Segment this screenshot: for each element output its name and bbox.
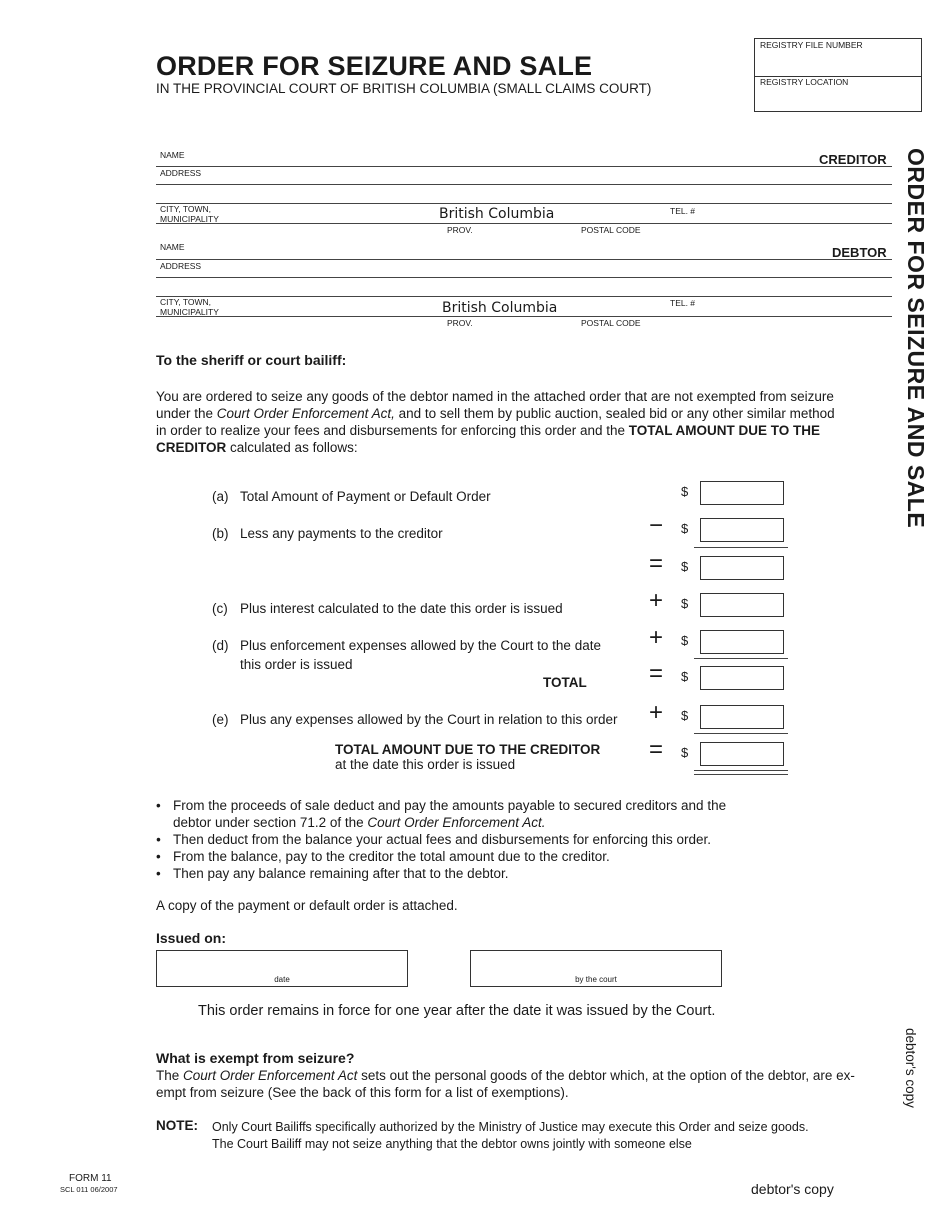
bullet-icon: • — [156, 832, 161, 847]
registry-location-label: REGISTRY LOCATION — [760, 77, 849, 87]
calc-subtotal-amount-box[interactable] — [700, 556, 784, 580]
list-item-text: From the balance, pay to the creditor the total amount due to the creditor. — [173, 849, 610, 864]
side-copy-text: debtor's copy — [903, 1028, 918, 1108]
list-item-text: From the proceeds of sale deduct and pay the amounts payable to secured creditors and the — [173, 798, 727, 813]
calc-d-label-1: Plus enforcement expenses allowed by the Court to the date — [240, 638, 601, 653]
calc-e-label: Plus any expenses allowed by the Court in relation to this order — [240, 712, 618, 727]
calc-d-letter: (d) — [212, 638, 229, 653]
side-title — [895, 148, 935, 608]
calc-subtotal-currency: $ — [681, 559, 689, 574]
plus-icon: + — [648, 587, 663, 614]
calc-e-amount-box[interactable] — [700, 705, 784, 729]
instructions-line-2 — [156, 405, 876, 422]
calc-e-currency: $ — [681, 708, 689, 723]
debtor-city-label-2: MUNICIPALITY — [160, 307, 219, 317]
instructions-heading: To the sheriff or court bailiff: — [156, 352, 347, 368]
creditor-city-line[interactable] — [156, 223, 892, 224]
subtotal-rule — [694, 547, 788, 548]
calc-d-label-2: this order is issued — [240, 657, 353, 672]
double-rule-bottom — [694, 774, 788, 775]
calc-total-currency: $ — [681, 669, 689, 684]
calc-b-letter: (b) — [212, 526, 229, 541]
grand-total-rule — [694, 733, 788, 734]
issued-court-caption: by the court — [575, 975, 617, 984]
debtor-tel-label: TEL. # — [670, 298, 696, 308]
debtor-address-label: ADDRESS — [160, 261, 202, 271]
act-name: Court Order Enforcement Act — [183, 1068, 358, 1083]
debtor-province-value: British Columbia — [442, 300, 558, 316]
creditor-prov-label: PROV. — [447, 225, 473, 235]
plus-icon: + — [648, 699, 663, 726]
note-text — [212, 1119, 809, 1153]
page-title: ORDER FOR SEIZURE AND SALE — [156, 51, 593, 81]
creditor-postal-label: POSTAL CODE — [581, 225, 641, 235]
debtor-heading: DEBTOR — [832, 245, 887, 260]
creditor-name-label: NAME — [160, 150, 185, 160]
instructions-text: and to sell them by public auction, sealed bid or any other similar method — [394, 406, 835, 421]
calc-d-currency: $ — [681, 633, 689, 648]
calc-a-letter: (a) — [212, 489, 229, 504]
bullet-icon: • — [156, 798, 161, 813]
instructions-emphasis: TOTAL AMOUNT DUE TO THE — [628, 423, 821, 438]
calc-b-currency: $ — [681, 521, 689, 536]
creditor-heading: CREDITOR — [819, 152, 887, 167]
calc-a-amount-box[interactable] — [700, 481, 784, 505]
creditor-address-label: ADDRESS — [160, 168, 202, 178]
total-label: TOTAL — [543, 675, 587, 690]
side-title-text: ORDER FOR SEIZURE AND SALE — [903, 148, 929, 529]
equals-icon: = — [648, 736, 663, 763]
issued-date-caption: date — [274, 975, 290, 984]
creditor-name-line[interactable] — [156, 166, 892, 167]
plus-icon: + — [648, 624, 663, 651]
instructions-emphasis: CREDITOR — [156, 440, 227, 455]
total-rule — [694, 658, 788, 659]
creditor-tel-label: TEL. # — [670, 206, 696, 216]
act-name: Court Order Enforcement Act, — [216, 406, 395, 421]
exempt-paragraph — [156, 1067, 886, 1101]
attached-note: A copy of the payment or default order is attached. — [156, 898, 458, 913]
issued-by-court-field[interactable] — [470, 950, 722, 987]
calc-b-amount-box[interactable] — [700, 518, 784, 542]
bullet-icon: • — [156, 866, 161, 881]
issued-heading: Issued on: — [156, 930, 227, 946]
calc-c-amount-box[interactable] — [700, 593, 784, 617]
debtor-city-topline — [156, 296, 892, 297]
note-label: NOTE: — [156, 1118, 198, 1133]
form-code: SCL 011 06/2007 — [60, 1185, 118, 1194]
calc-e-letter: (e) — [212, 712, 229, 727]
debtor-prov-label: PROV. — [447, 318, 473, 328]
instructions-line-3 — [156, 422, 876, 439]
exempt-line-2: empt from seizure (See the back of this form for a list of exemptions). — [156, 1085, 569, 1100]
registry-file-number-field[interactable] — [755, 39, 921, 77]
creditor-city-topline — [156, 203, 892, 204]
calc-a-label: Total Amount of Payment or Default Order — [240, 489, 491, 504]
grand-total-sublabel: at the date this order is issued — [335, 757, 516, 772]
issued-date-field[interactable] — [156, 950, 408, 987]
calc-c-currency: $ — [681, 596, 689, 611]
double-rule-top — [694, 770, 788, 771]
exempt-text: sets out the personal goods of the debtor which, at the option of the debtor, are ex- — [357, 1068, 855, 1083]
calc-c-label: Plus interest calculated to the date this order is issued — [240, 601, 563, 616]
footer-copy-label: debtor's copy — [751, 1181, 834, 1197]
calc-c-letter: (c) — [212, 601, 228, 616]
calc-b-label: Less any payments to the creditor — [240, 526, 443, 541]
exempt-text: The — [156, 1068, 184, 1083]
side-copy — [898, 1028, 922, 1128]
list-item-text: debtor under section 71.2 of the — [173, 815, 368, 830]
instructions-text: calculated as follows: — [226, 440, 358, 455]
note-line-1: Only Court Bailiffs specifically authorized by the Ministry of Justice may execute this Order and seize goods. — [212, 1120, 809, 1134]
creditor-city-label-1: CITY, TOWN, — [160, 204, 212, 214]
calc-grand-amount-box[interactable] — [700, 742, 784, 766]
act-name: Court Order Enforcement Act. — [367, 815, 546, 830]
calc-total-amount-box[interactable] — [700, 666, 784, 690]
calc-a-currency: $ — [681, 484, 689, 499]
creditor-address-line[interactable] — [156, 184, 892, 185]
instructions-line-1: You are ordered to seize any goods of the debtor named in the attached order that are not exempted from seizure — [156, 389, 834, 404]
debtor-name-line[interactable] — [156, 259, 892, 260]
registry-file-number-label: REGISTRY FILE NUMBER — [760, 40, 863, 50]
calc-grand-currency: $ — [681, 745, 689, 760]
grand-total-label: TOTAL AMOUNT DUE TO THE CREDITOR — [335, 742, 601, 757]
creditor-province-value: British Columbia — [439, 206, 555, 222]
registry-location-field[interactable] — [755, 77, 921, 111]
equals-icon: = — [648, 550, 663, 577]
instructions-paragraph — [156, 388, 876, 456]
minus-icon: − — [648, 512, 663, 539]
page-subtitle: IN THE PROVINCIAL COURT OF BRITISH COLUMBIA (SMALL CLAIMS COURT) — [156, 81, 652, 96]
exempt-heading: What is exempt from seizure? — [156, 1050, 355, 1066]
debtor-name-label: NAME — [160, 242, 185, 252]
bullet-icon: • — [156, 849, 161, 864]
debtor-address-line[interactable] — [156, 277, 892, 278]
registry-box — [754, 38, 922, 112]
note-line-2: The Court Bailiff may not seize anything that the debtor owns jointly with someone else — [212, 1137, 692, 1151]
list-item-text: Then pay any balance remaining after that to the debtor. — [173, 866, 509, 881]
equals-icon: = — [648, 660, 663, 687]
debtor-city-line[interactable] — [156, 316, 892, 317]
form-number: FORM 11 — [69, 1173, 112, 1184]
instructions-text: under the — [156, 406, 217, 421]
distribution-list — [156, 797, 876, 887]
instructions-line-4 — [156, 439, 876, 456]
exempt-line-1 — [156, 1067, 886, 1084]
creditor-city-label-2: MUNICIPALITY — [160, 214, 219, 224]
list-item-text: Then deduct from the balance your actual fees and disbursements for enforcing this order. — [173, 832, 712, 847]
instructions-text: in order to realize your fees and disbursements for enforcing this order and the — [156, 423, 629, 438]
debtor-city-label-1: CITY, TOWN, — [160, 297, 212, 307]
list-item-text-cont — [173, 814, 545, 831]
in-force-statement: This order remains in force for one year after the date it was issued by the Court. — [198, 1003, 716, 1019]
debtor-postal-label: POSTAL CODE — [581, 318, 641, 328]
calc-d-amount-box[interactable] — [700, 630, 784, 654]
